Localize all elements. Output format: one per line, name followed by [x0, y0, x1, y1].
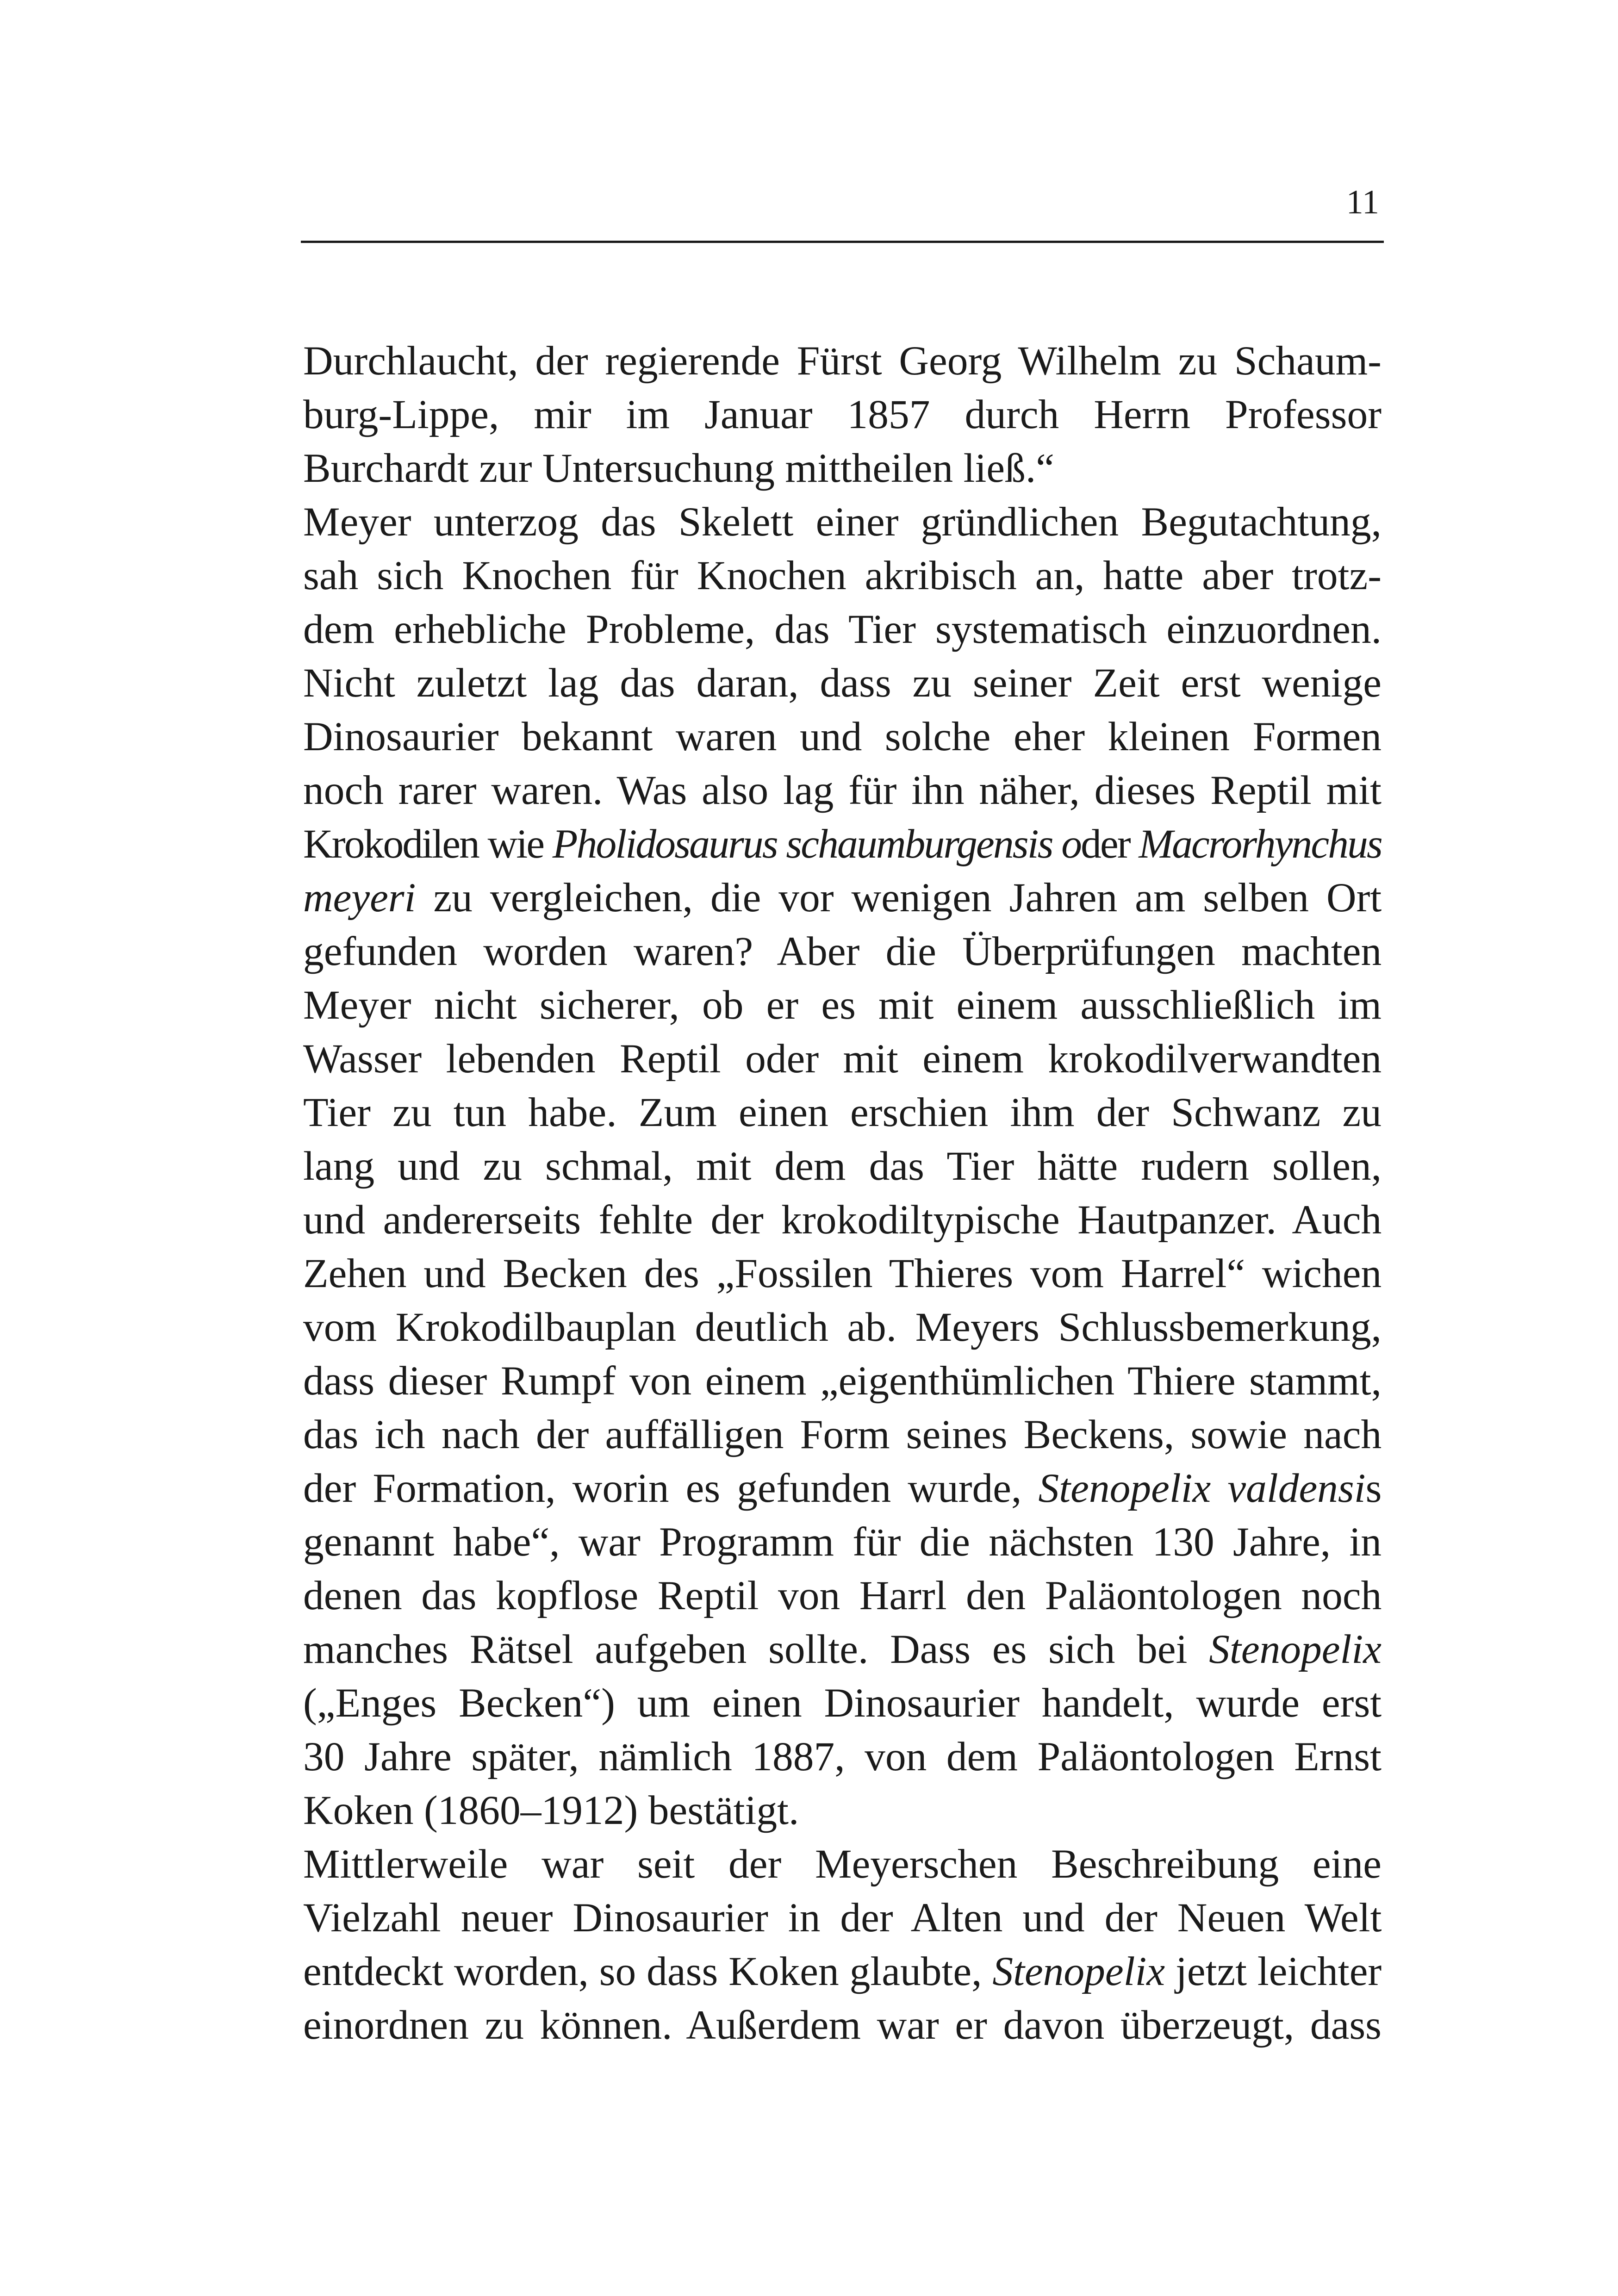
text-line [303, 1193, 1382, 1247]
text-segment: dem erhebliche Probleme, das Tier systematisch einzuordnen. [303, 606, 1382, 652]
text-line [303, 1408, 1382, 1462]
text-line [303, 1462, 1382, 1515]
text-line [303, 764, 1382, 817]
italic-text: meyeri [303, 875, 416, 921]
text-segment: burg-Lippe, mir im Januar 1857 durch Herrn Professor [303, 392, 1382, 437]
text-segment: einordnen zu können. Außerdem war er davon überzeugt, dass [303, 2002, 1382, 2048]
text-segment: denen das kopflose Reptil von Harrl den Paläontologen noch [303, 1573, 1382, 1618]
text-line [303, 1569, 1382, 1623]
text-segment: vom Krokodilbauplan deutlich ab. Meyers Schlussbemerkung, [303, 1304, 1382, 1350]
italic-text: Macrorhynchus [1139, 821, 1382, 867]
text-segment: noch rarer waren. Was also lag für ihn näher, dieses Reptil mit [303, 767, 1382, 813]
italic-text: Stenopelix [992, 1948, 1165, 1994]
text-segment: manches Rätsel aufgeben sollte. Dass es sich bei [303, 1626, 1209, 1672]
text-segment: Durchlaucht, der regierende Fürst Georg Wilhelm zu Schaum- [303, 338, 1382, 384]
text-line [303, 1086, 1382, 1139]
italic-text: Stenopelix valdensi [1038, 1465, 1366, 1511]
text-line [303, 1515, 1382, 1569]
text-segment: der [1081, 821, 1139, 867]
italic-text: Stenopelix [1209, 1626, 1382, 1672]
text-segment: 30 Jahre später, nämlich 1887, von dem Paläontologen Ernst [303, 1734, 1382, 1780]
text-segment: Dinosaurier bekannt waren und solche eher kleinen Formen [303, 714, 1382, 759]
text-line [303, 978, 1382, 1032]
text-segment: Meyer nicht sicherer, ob er es mit einem ausschließlich im [303, 982, 1382, 1028]
text-line [303, 656, 1382, 710]
text-line [303, 1891, 1382, 1945]
text-segment: Tier zu tun habe. Zum einen erschien ihm der Schwanz zu [303, 1089, 1382, 1135]
text-segment: genannt habe“, war Programm für die nächsten 130 Jahre, in [303, 1519, 1382, 1565]
text-segment: das ich nach der auffälligen Form seines Beckens, sowie nach [303, 1412, 1382, 1457]
text-segment: Meyer unterzog das Skelett einer gründlichen Begutachtung, [303, 499, 1382, 545]
text-segment: dass dieser Rumpf von einem „eigenthümlichen Thiere stammt, [303, 1358, 1382, 1404]
text-line [303, 1139, 1382, 1193]
text-line [303, 1623, 1382, 1676]
text-segment: („Enges Becken“) um einen Dinosaurier handelt, wurde erst [303, 1680, 1382, 1726]
text-segment: Burchardt zur Untersuchung mittheilen ließ.“ [303, 445, 1054, 491]
text-line [303, 549, 1382, 603]
text-line [303, 1247, 1382, 1300]
text-segment: entdeckt worden, so dass Koken glaubte, [303, 1948, 993, 1994]
text-line [303, 1998, 1382, 2052]
text-line [303, 871, 1382, 925]
text-segment: Wasser lebenden Reptil oder mit einem krokodilverwandten [303, 1036, 1382, 1082]
text-segment: Mittlerweile war seit der Meyerschen Beschreibung eine [303, 1841, 1382, 1887]
text-line [303, 1354, 1382, 1408]
text-segment: gefunden worden waren? Aber die Überprüfungen machten [303, 928, 1382, 974]
text-line [303, 1945, 1382, 1998]
text-line [303, 1837, 1382, 1891]
page-header [301, 176, 1384, 243]
text-segment: Nicht zuletzt lag das daran, dass zu seiner Zeit erst wenige [303, 660, 1382, 706]
text-line [303, 1032, 1382, 1086]
text-line [303, 925, 1382, 978]
text-line [303, 1676, 1382, 1730]
text-segment: Zehen und Becken des „Fossilen Thieres vom Harrel“ wichen [303, 1251, 1382, 1296]
text-line [303, 603, 1382, 656]
body-text [303, 334, 1382, 2052]
text-segment: jetzt leichter [1165, 1948, 1382, 1994]
text-line [303, 495, 1382, 549]
text-segment: zu vergleichen, die vor wenigen Jahren am selben Ort [416, 875, 1382, 921]
text-segment: der Formation, worin es gefunden wurde, [303, 1465, 1039, 1511]
text-line [303, 817, 1382, 871]
text-line [303, 1300, 1382, 1354]
text-segment: und andererseits fehlte der krokodiltypische Hautpanzer. Auch [303, 1197, 1382, 1243]
text-segment: Krokodilen wie [303, 821, 553, 867]
text-line [303, 334, 1382, 388]
text-line [303, 1730, 1382, 1784]
text-line [303, 388, 1382, 442]
text-segment: lang und zu schmal, mit dem das Tier hätte rudern sollen, [303, 1143, 1382, 1189]
text-segment: s [1365, 1465, 1382, 1511]
text-segment: sah sich Knochen für Knochen akribisch an, hatte aber trotz- [303, 553, 1382, 598]
text-line [303, 710, 1382, 764]
text-segment: Koken (1860–1912) bestätigt. [303, 1787, 799, 1833]
text-segment: Vielzahl neuer Dinosaurier in der Alten und der Neuen Welt [303, 1895, 1382, 1941]
text-line [303, 1784, 1382, 1837]
page-number: 11 [1346, 183, 1379, 221]
italic-text: Pholidosaurus schaumburgensis o [552, 821, 1081, 867]
text-line [303, 442, 1382, 495]
